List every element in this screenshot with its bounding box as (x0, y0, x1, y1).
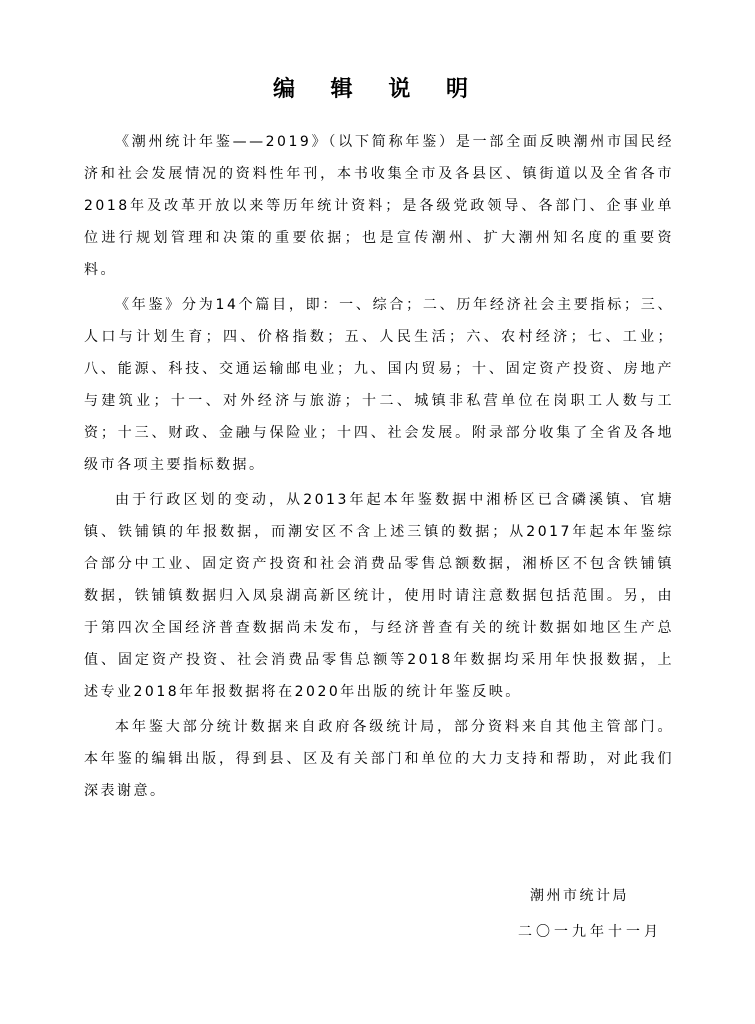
signature-block (500, 878, 680, 950)
paragraph-contents: 《年鉴》分为14个篇目，即：一、综合；二、历年经济社会主要指标；三、人口与计划生育；四、价格指数；五、人民生活；六、农村经济；七、工业；八、能源、科技、交通运输邮电业；九、国内贸易；十、固定资产投资、房地产与建筑业；十一、对外经济与旅游；十二、城镇非私营单位在岗职工人数与工资；十三、财政、金融与保险业；十四、社会发展。附录部分收集了全省及各地级市各项主要指标数据。 (84, 297, 674, 473)
paragraph-intro: 《潮州统计年鉴——2019》（以下简称年鉴）是一部全面反映潮州市国民经济和社会发展情况的资料性年刊，本书收集全市及各县区、镇街道以及全省各市2018年及改革开放以来等历年统计资料；是各级党政领导、各部门、企事业单位进行规划管理和决策的重要依据；也是宣传潮州、扩大潮州知名度的重要资料。 (84, 134, 674, 278)
signature-organization: 潮州市统计局 (530, 888, 629, 904)
body-text (84, 126, 674, 810)
paragraph-acknowledgement: 本年鉴大部分统计数据来自政府各级统计局，部分资料来自其他主管部门。本年鉴的编辑出版，得到县、区及有关部门和单位的大力支持和帮助，对此我们深表谢意。 (84, 719, 674, 799)
page-title: 编 辑 说 明 (273, 77, 482, 102)
signature-date: 二〇一九年十一月 (518, 924, 662, 940)
paragraph-data-notes: 由于行政区划的变动，从2013年起本年鉴数据中湘桥区已含磷溪镇、官塘镇、铁铺镇的年报数据，而潮安区不含上述三镇的数据；从2017年起本年鉴综合部分中工业、固定资产投资和社会消费品零售总额数据，湘桥区不包含铁铺镇数据，铁铺镇数据归入凤泉湖高新区统计，使用时请注意数据包括范围。另，由于第四次全国经济普查数据尚未发布，与经济普查有关的统计数据如地区生产总值、固定资产投资、社会消费品零售总额等2018年数据均采用年快报数据，上述专业2018年年报数据将在2020年出版的统计年鉴反映。 (84, 492, 674, 700)
